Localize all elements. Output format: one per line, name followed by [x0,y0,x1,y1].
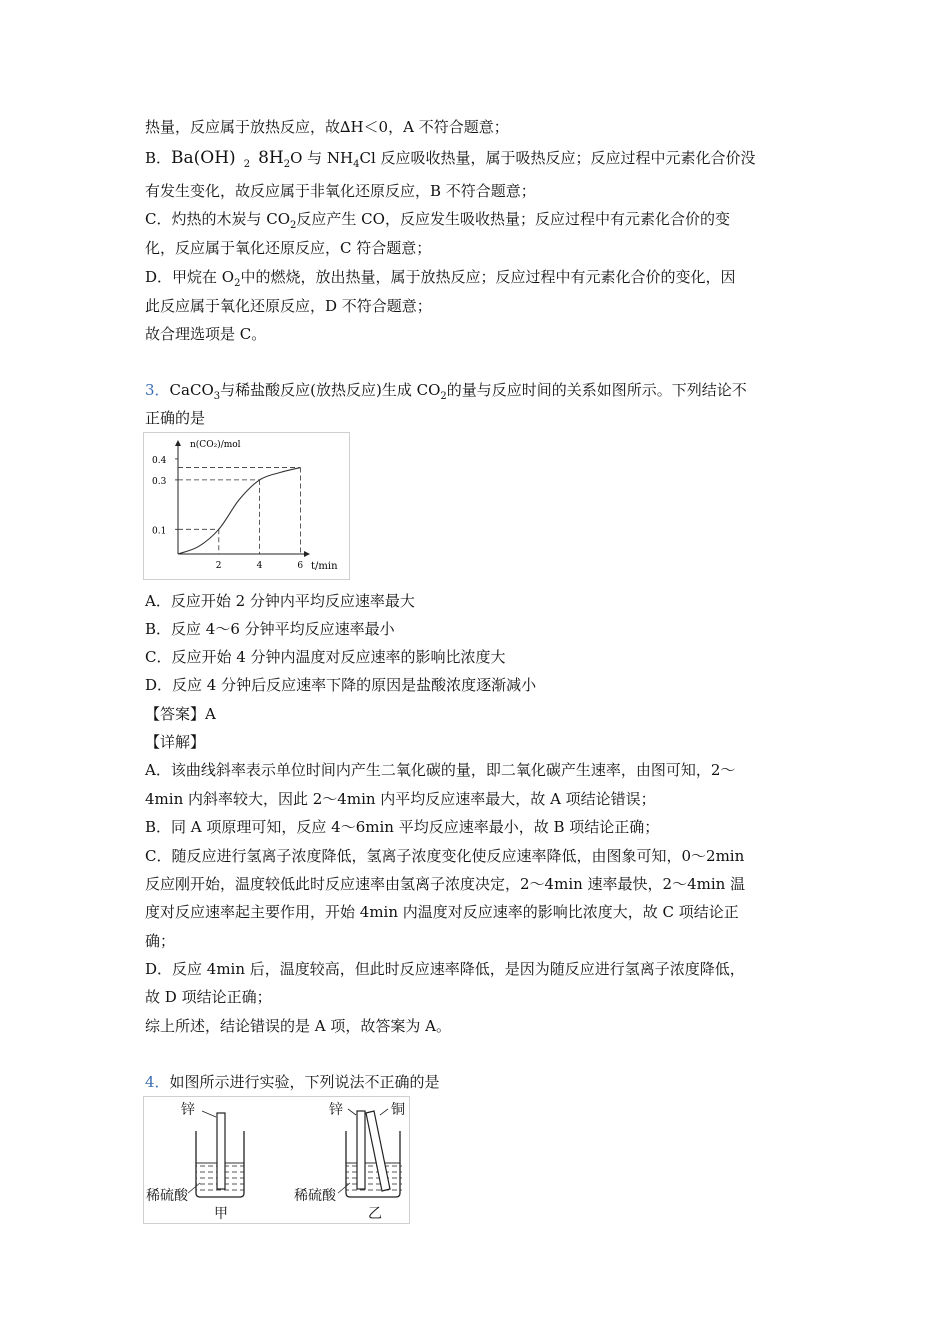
option-c: C．反应开始 4 分钟内温度对反应速率的影响比浓度大 [145,648,506,666]
label-zinc: 锌 [329,1102,343,1118]
label-acid: 稀硫酸 [294,1188,336,1204]
label-acid: 稀硫酸 [146,1188,188,1204]
beaker-jia [188,1111,244,1197]
detail-line: B．同 A 项原理可知，反应 4～6min 平均反应速率最小，故 B 项结论正确； [145,818,660,836]
detail-line: D．反应 4min 后，温度较高，但此时反应速率降低，是因为随反应进行氢离子浓度降低， [145,960,745,978]
detail-heading: 【详解】 [145,733,206,751]
y-axis-title: n(CO₂)/mol [190,440,241,450]
text-line: 热量，反应属于放热反应，故∆H＜0，A 不符合题意； [145,118,509,136]
text-line: C．灼热的木炭与 $CO_2$反应产生 CO，反应发生吸收热量；反应过程中有元素化合价的变 [145,210,730,231]
co2-time-chart [144,433,349,579]
question-4: 4．如图所示进行实验，下列说法不正确的是 [145,1073,440,1091]
answer: 【答案】A [145,705,216,723]
label-zinc: 锌 [181,1102,195,1118]
x-axis-title: t/min [311,561,338,572]
option-d: D．反应 4 分钟后反应速率下降的原因是盐酸浓度逐渐减小 [145,676,537,694]
zinc-strip [217,1113,225,1189]
question-3-line1: 3．CaCO$_3$与稀盐酸反应(放热反应)生成 $CO_2$的量与反应时间的关系如图所示。下列结论不 [145,381,747,402]
detail-line: 故 D 项结论正确； [145,988,272,1006]
text-line: 故合理选项是 C。 [145,325,267,343]
label-copper: 铜 [391,1102,405,1118]
series-line [178,468,300,554]
reaction-graph [143,432,350,580]
detail-line: A．该曲线斜率表示单位时间内产生二氧化碳的量，即二氧化碳产生速率，由图可知，2～ [145,761,736,779]
text-line: 有发生变化，故反应属于非氧化还原反应，B 不符合题意； [145,182,536,200]
detail-line: 度对反应速率起主要作用，开始 4min 内温度对反应速率的影响比浓度大，故 C 项结论正 [145,903,739,921]
y-tick-label: 0.4 [152,455,167,466]
question-number: 3． [145,381,170,399]
question-number: 4． [145,1073,170,1091]
option-b: B．反应 4～6 分钟平均反应速率最小 [145,620,395,638]
text-line: 化，反应属于氧化还原反应，C 符合题意； [145,239,432,257]
text-line: D．甲烷在 $O_2$中的燃烧，放出热量，属于放热反应；反应过程中有元素化合价的变化，因 [145,268,736,289]
text-line: B．Ba(OH) $_2$ $8H_2O$ 与 $NH_4Cl$ 反应吸收热量，属于吸热反应；反应过程中元素化合价没 [145,148,756,170]
x-tick-label: 6 [297,561,304,571]
caption-jia: 甲 [214,1206,228,1222]
detail-line: C．随反应进行氢离子浓度降低，氢离子浓度变化使反应速率降低，由图象可知，0～2min [145,847,745,865]
beaker-yi [338,1109,402,1197]
experiment-figure [143,1096,410,1224]
detail-line: 综上所述，结论错误的是 A 项，故答案为 A。 [145,1017,451,1035]
text-line: 此反应属于氧化还原反应，D 不符合题意； [145,297,432,315]
x-tick-label: 4 [256,561,263,571]
x-tick-label: 2 [215,561,222,571]
detail-line: 反应刚开始，温度较低此时反应速率由氢离子浓度决定，2～4min 速率最快，2～4min 温 [145,875,746,893]
question-3-line2: 正确的是 [145,409,206,427]
y-tick-label: 0.1 [152,526,167,537]
option-a: A．反应开始 2 分钟内平均反应速率最大 [145,592,415,610]
detail-line: 4min 内斜率较大，因此 2～4min 内平均反应速率最大，故 A 项结论错误； [145,790,656,808]
zinc-strip [357,1111,365,1189]
caption-yi: 乙 [368,1206,382,1222]
y-tick-label: 0.3 [152,476,167,487]
detail-line: 确； [145,932,176,950]
